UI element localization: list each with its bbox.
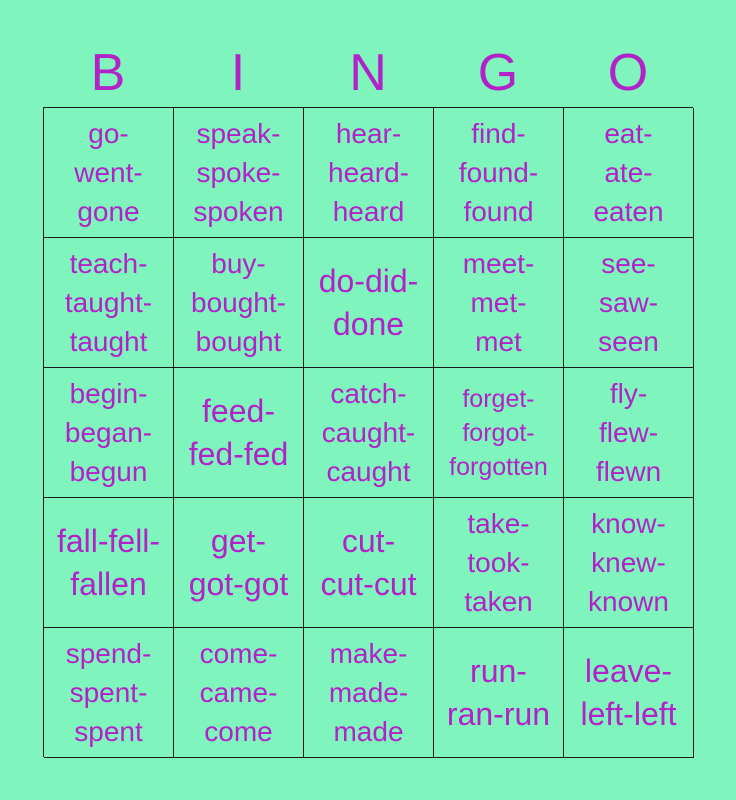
- bingo-header: [43, 40, 693, 106]
- bingo-cell-text: know- knew- known: [588, 508, 669, 617]
- bingo-cell[interactable]: [434, 498, 564, 628]
- bingo-cell[interactable]: [44, 498, 174, 628]
- bingo-cell[interactable]: [304, 108, 434, 238]
- bingo-cell-text: take- took- taken: [464, 508, 533, 617]
- header-letter-n: N: [349, 44, 387, 102]
- header-letter-o: O: [607, 44, 649, 102]
- bingo-cell[interactable]: [564, 498, 694, 628]
- bingo-cell-text: go- went- gone: [74, 118, 143, 227]
- header-letter-i: I: [230, 44, 246, 102]
- bingo-cell[interactable]: [174, 498, 304, 628]
- bingo-cell[interactable]: [434, 108, 564, 238]
- bingo-cell-text: forget- forgot- forgotten: [449, 384, 548, 481]
- bingo-cell-text: teach- taught- taught: [64, 248, 153, 357]
- bingo-cell[interactable]: [174, 628, 304, 758]
- bingo-cell-text: cut- cut-cut: [320, 522, 417, 602]
- bingo-cell[interactable]: [174, 368, 304, 498]
- bingo-cell[interactable]: [434, 238, 564, 368]
- bingo-cell[interactable]: [44, 108, 174, 238]
- bingo-cell-text: get- got-got: [188, 522, 289, 602]
- bingo-cell-text: eat- ate- eaten: [593, 118, 664, 227]
- bingo-cell-text: meet- met- met: [462, 248, 535, 357]
- bingo-cell[interactable]: [434, 628, 564, 758]
- bingo-cell-text: begin- began- begun: [64, 378, 153, 487]
- header-letter-g: G: [477, 44, 519, 102]
- bingo-cell[interactable]: [44, 238, 174, 368]
- bingo-cell-text: speak- spoke- spoken: [193, 118, 284, 227]
- bingo-cell-text: spend- spent- spent: [65, 638, 152, 747]
- bingo-cell[interactable]: [564, 108, 694, 238]
- bingo-cell-text: buy- bought- bought: [191, 248, 286, 357]
- bingo-cell[interactable]: [434, 368, 564, 498]
- bingo-cell[interactable]: [564, 368, 694, 498]
- header-letter-b: B: [90, 44, 126, 102]
- bingo-cell-text: feed- fed-fed: [188, 392, 289, 472]
- bingo-card-grid: [43, 107, 693, 757]
- bingo-cell[interactable]: [44, 628, 174, 758]
- bingo-cell[interactable]: [44, 368, 174, 498]
- bingo-cell[interactable]: [304, 368, 434, 498]
- bingo-cell-text: find- found- found: [458, 118, 539, 227]
- bingo-cell-text: come- came- come: [199, 638, 278, 747]
- bingo-cell[interactable]: [174, 108, 304, 238]
- bingo-cell-text: catch- caught- caught: [321, 378, 416, 487]
- bingo-cell-text: run- ran-run: [446, 652, 551, 732]
- bingo-cell-text: fly- flew- flewn: [595, 378, 662, 487]
- bingo-cell-text: do-did- done: [318, 262, 419, 342]
- bingo-cell-text: make- made- made: [328, 638, 409, 747]
- bingo-cell-text: fall-fell- fallen: [56, 522, 161, 602]
- bingo-cell[interactable]: [304, 238, 434, 368]
- bingo-cell[interactable]: [304, 628, 434, 758]
- bingo-cell[interactable]: [564, 238, 694, 368]
- bingo-cell[interactable]: [564, 628, 694, 758]
- bingo-cell[interactable]: [304, 498, 434, 628]
- bingo-cell-text: see- saw- seen: [598, 248, 659, 357]
- bingo-cell-text: hear- heard- heard: [328, 118, 409, 227]
- bingo-cell[interactable]: [174, 238, 304, 368]
- bingo-cell-text: leave- left-left: [580, 652, 677, 732]
